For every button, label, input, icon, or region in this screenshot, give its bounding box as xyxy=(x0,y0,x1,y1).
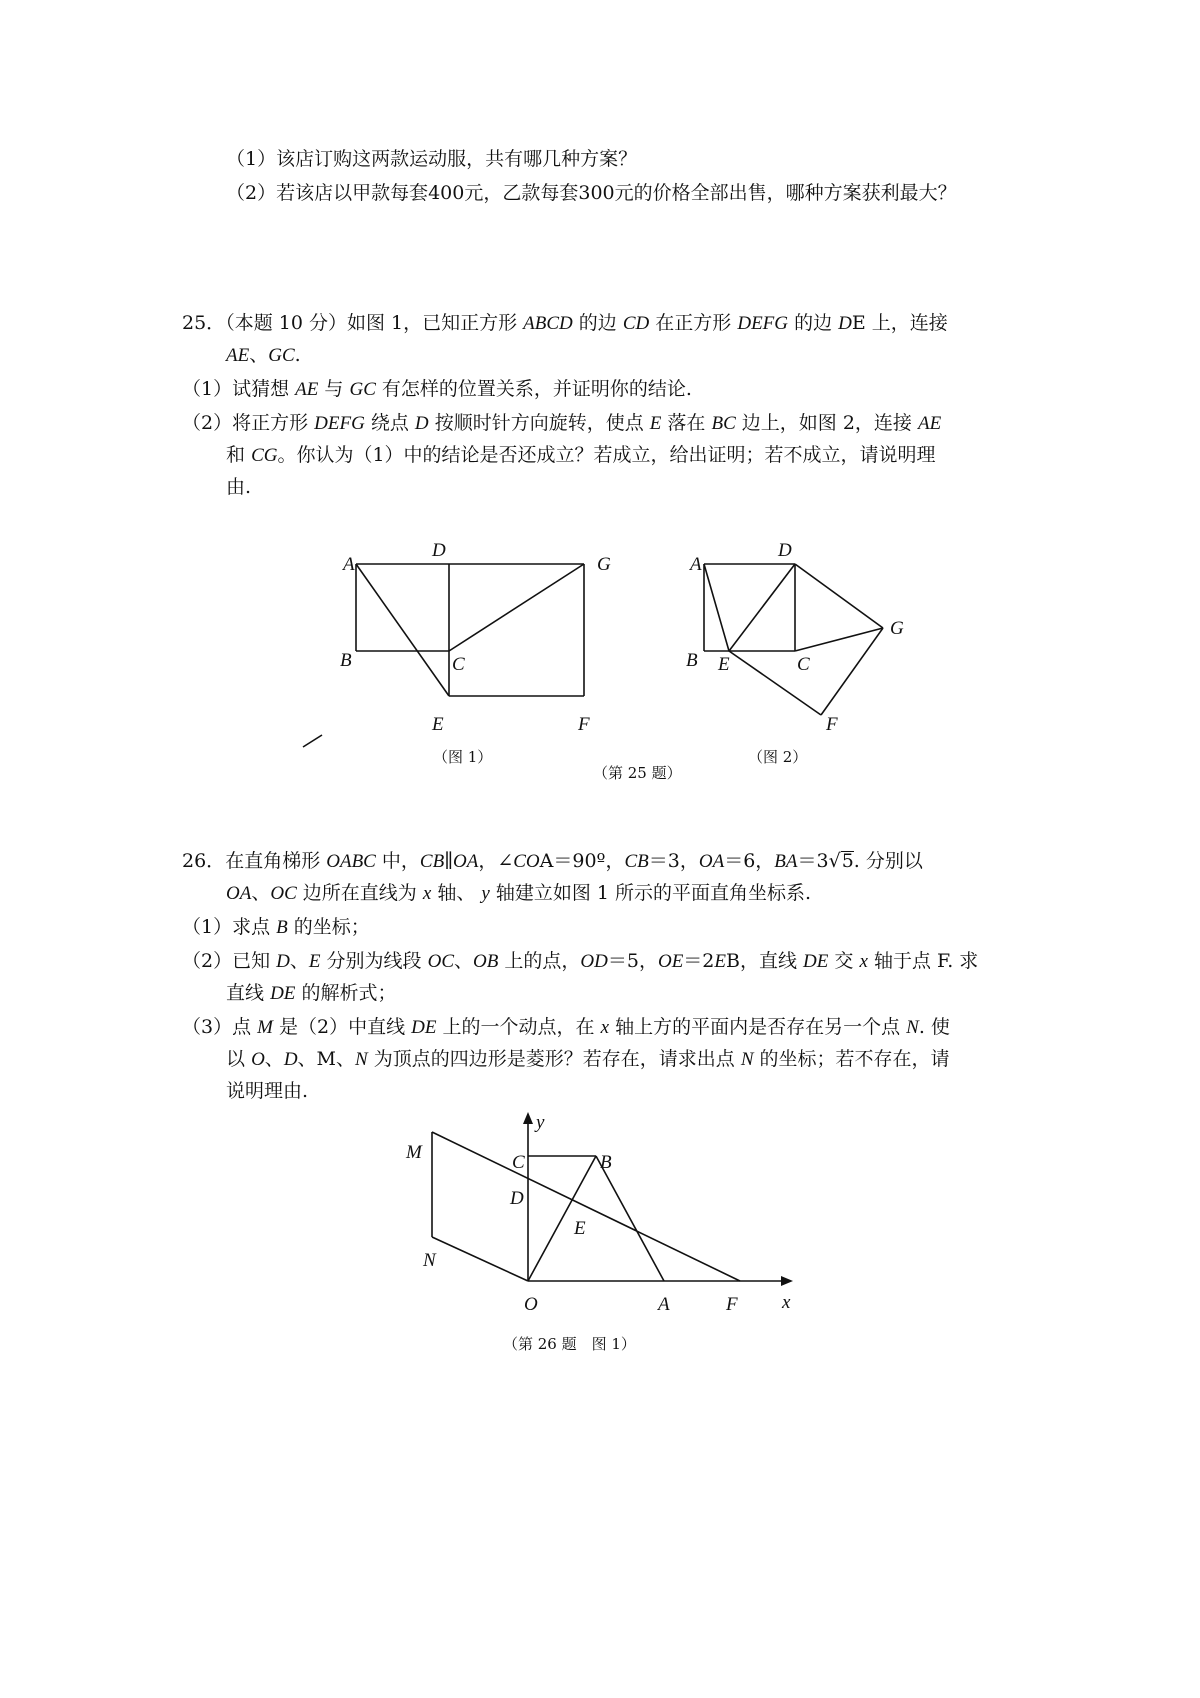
fig2-label-D: D xyxy=(778,540,792,561)
fig2-label-G: G xyxy=(890,618,904,639)
y-axis-arrow xyxy=(523,1112,533,1124)
q26-part3-line2: 以 O、D、M、N 为顶点的四边形是菱形？若存在，请求出点 N 的坐标；若不存在，请 xyxy=(226,1048,950,1070)
q25-part1: （1）试猜想 AE 与 GC 有怎样的位置关系，并证明你的结论. xyxy=(182,378,692,400)
fig1-label-C: C xyxy=(452,654,465,675)
fig26-label-D: D xyxy=(510,1188,524,1209)
fig26-label-B: B xyxy=(600,1152,612,1173)
q26-caption: （第 26 题 图 1） xyxy=(503,1335,636,1353)
fig26-label-E: E xyxy=(574,1218,586,1239)
q25-caption: （第 25 题） xyxy=(593,764,682,782)
fig1-label-A: A xyxy=(343,554,355,575)
fig2-label-B: B xyxy=(686,650,698,671)
fig1-label-G: G xyxy=(597,554,611,575)
q26-part2-line2: 直线 DE 的解析式； xyxy=(226,982,397,1004)
fig1-caption: （图 1） xyxy=(433,748,493,766)
q24-part1: （1）该店订购这两款运动服，共有哪几种方案？ xyxy=(226,148,638,170)
sqrt-radicand: 5 xyxy=(841,850,854,872)
fig26-label-M: M xyxy=(406,1142,422,1163)
fig2-label-A: A xyxy=(690,554,702,575)
q25-stem-line1: 25．（本题 10 分）如图 1，已知正方形 ABCD 的边 CD 在正方形 DEFG 的边 DE 上，连接 xyxy=(182,312,948,334)
fig26-label-A: A xyxy=(658,1294,670,1315)
fig26-label-N: N xyxy=(423,1250,436,1271)
q25-figure-1 xyxy=(320,535,620,735)
x-axis-arrow xyxy=(781,1276,793,1286)
q25-part2-line3: 由. xyxy=(226,476,252,498)
q26-figure xyxy=(400,1110,820,1320)
q26-stem-line2: OA、OC 边所在直线为 x 轴、 y 轴建立如图 1 所示的平面直角坐标系. xyxy=(226,882,812,904)
fig1-label-B: B xyxy=(340,650,352,671)
fig2-caption: （图 2） xyxy=(748,748,808,766)
q25-figure-2 xyxy=(680,535,920,735)
q26-part3-line3: 说明理由. xyxy=(226,1080,309,1102)
q25-part2-line1: （2）将正方形 DEFG 绕点 D 按顺时针方向旋转，使点 E 落在 BC 边上，如图 2，连接 AE xyxy=(182,412,942,434)
fig1-label-D: D xyxy=(432,540,446,561)
fig2-label-C: C xyxy=(797,654,810,675)
q26-part1: （1）求点 B 的坐标； xyxy=(182,916,370,938)
q26-part2-line1: （2）已知 D、E 分别为线段 OC、OB 上的点，OD＝5，OE＝2EB，直线 DE 交 x 轴于点 F. 求 xyxy=(182,950,979,972)
fig26-label-y: y xyxy=(536,1112,545,1133)
q26-stem-line1: 26．在直角梯形 OABC 中，CB∥OA，∠COA＝90º，CB＝3，OA＝6，BA＝3√5. 分别以 xyxy=(182,850,923,872)
fig1-label-E: E xyxy=(432,714,444,735)
fig1-label-F: F xyxy=(578,714,590,735)
fig2-label-F: F xyxy=(826,714,838,735)
fig26-label-C: C xyxy=(512,1152,525,1173)
fig2-label-E: E xyxy=(718,654,730,675)
q26-part3-line1: （3）点 M 是（2）中直线 DE 上的一个动点，在 x 轴上方的平面内是否存在另一个点 N. 使 xyxy=(182,1016,950,1038)
fig26-label-x: x xyxy=(782,1292,791,1313)
q25-part2-line2: 和 CG。你认为（1）中的结论是否还成立？若成立，给出证明；若不成立，请说明理 xyxy=(226,444,936,466)
fig26-label-O: O xyxy=(524,1294,538,1315)
q24-part2: （2）若该店以甲款每套400元，乙款每套300元的价格全部出售，哪种方案获利最大？ xyxy=(226,182,957,204)
stray-mark xyxy=(300,730,330,750)
fig26-label-F: F xyxy=(726,1294,738,1315)
q25-stem-line2: AE、GC. xyxy=(226,344,301,366)
